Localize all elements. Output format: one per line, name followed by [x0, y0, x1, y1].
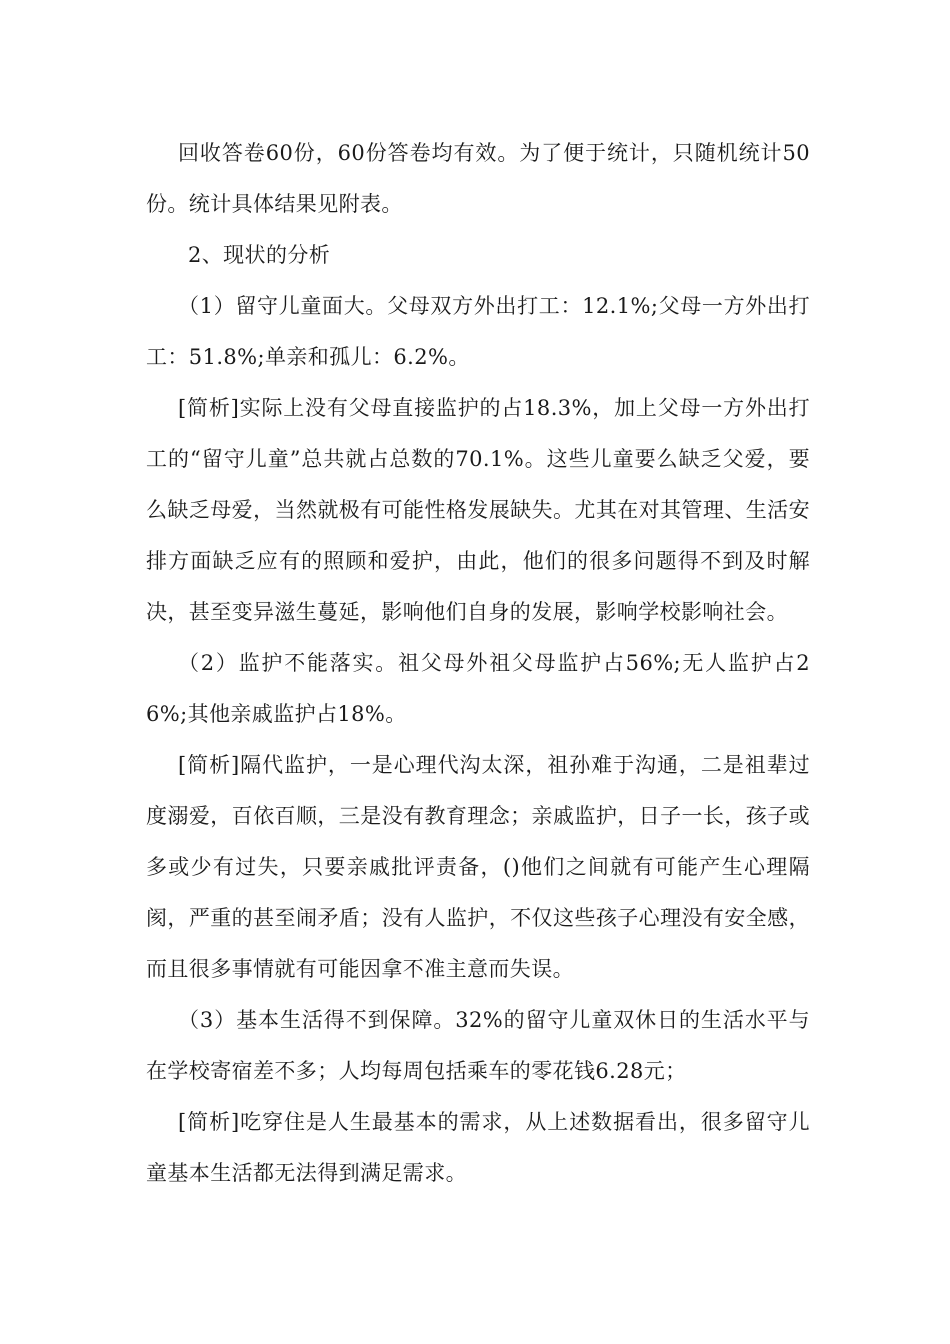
paragraph-point-2: （2）监护不能落实。祖父母外祖父母监护占56%;无人监护占26%;其他亲戚监护占18%。 [146, 651, 810, 726]
paragraph-point-3: （3）基本生活得不到保障。32%的留守儿童双休日的生活水平与在学校寄宿差不多；人均每周包括乘车的零花钱6.28元； [146, 1008, 810, 1083]
section-heading-analysis: 2、现状的分析 [188, 243, 331, 267]
paragraph-survey-intro: 回收答卷60份，60份答卷均有效。为了便于统计，只随机统计50份。统计具体结果见附表。 [146, 141, 810, 216]
paragraph-analysis-1: [简析]实际上没有父母直接监护的占18.3%，加上父母一方外出打工的“留守儿童”总共就占总数的70.1%。这些儿童要么缺乏父爱，要么缺乏母爱，当然就极有可能性格发展缺失。尤其在对其管理、生活安排方面缺乏应有的照顾和爱护，由此，他们的很多问题得不到及时解决，甚至变异滋生蔓延，影响他们自身的发展，影响学校影响社会。 [146, 396, 810, 624]
body-text [146, 128, 810, 1199]
paragraph-analysis-2: [简析]隔代监护，一是心理代沟太深，祖孙难于沟通，二是祖辈过度溺爱，百依百顺，三是没有教育理念；亲戚监护，日子一长，孩子或多或少有过失，只要亲戚批评责备，()他们之间就有可能产生心理隔阂，严重的甚至闹矛盾；没有人监护，不仅这些孩子心理没有安全感，而且很多事情就有可能因拿不准主意而失误。 [146, 753, 810, 981]
paragraph-point-1: （1）留守儿童面大。父母双方外出打工：12.1%;父母一方外出打工：51.8%;单亲和孤儿：6.2%。 [146, 294, 810, 369]
paragraph-analysis-3: [简析]吃穿住是人生最基本的需求，从上述数据看出，很多留守儿童基本生活都无法得到满足需求。 [146, 1110, 810, 1185]
